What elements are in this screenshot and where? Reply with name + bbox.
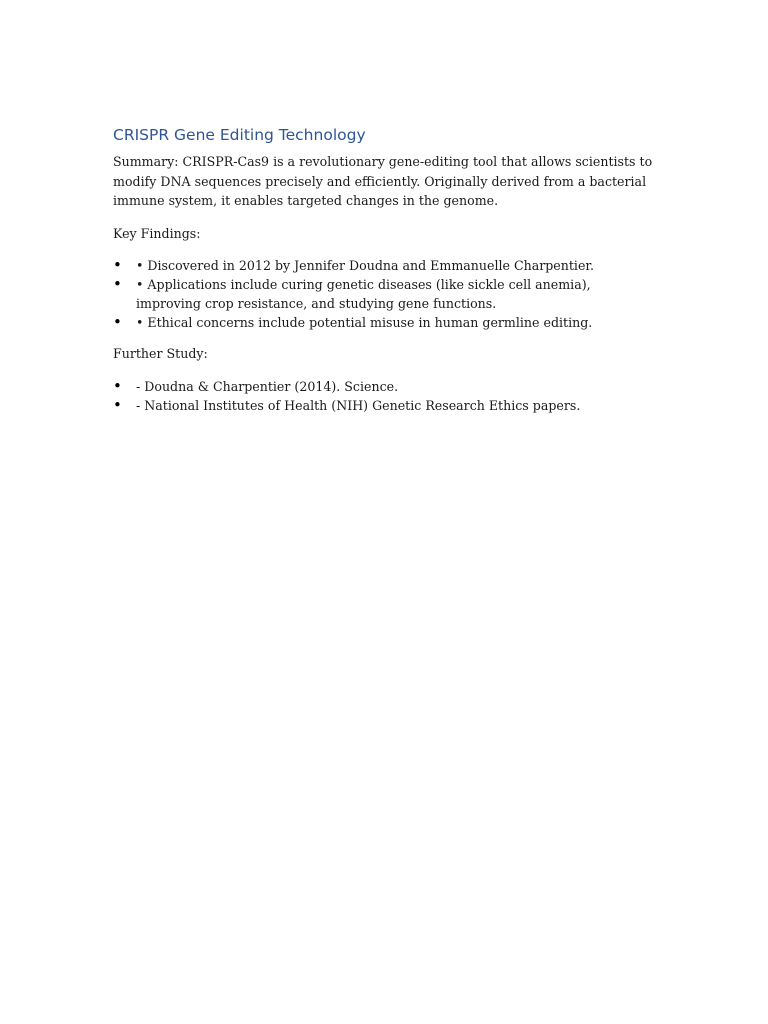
list-item-text: - Doudna & Charpentier (2014). Science.: [136, 378, 399, 394]
list-item-text: - National Institutes of Health (NIH) Genetic Research Ethics papers.: [136, 397, 581, 413]
list-item: [113, 313, 658, 332]
list-item: [113, 275, 658, 313]
list-item: [113, 377, 658, 396]
list-item: [113, 396, 658, 415]
further-study-list: [113, 377, 658, 415]
bullet-dot-icon: •: [113, 376, 122, 395]
list-item-text: • Ethical concerns include potential misuse in human germline editing.: [136, 315, 593, 330]
summary-paragraph: Summary: CRISPR-Cas9 is a revolutionary gene-editing tool that allows scientists to modify DNA sequences precisely and efficiently. Originally derived from a bacterial immune system, it enables targeted changes in the genome.: [113, 154, 653, 208]
list-item-text: • Applications include curing genetic diseases (like sickle cell anemia), improving crop resistance, and studying gene functions.: [136, 277, 591, 311]
bullet-dot-icon: •: [113, 256, 122, 274]
bullet-dot-icon: •: [113, 313, 122, 331]
bullet-dot-icon: •: [113, 275, 122, 293]
further-study-label: Further Study:: [113, 346, 208, 361]
document-body: [113, 124, 658, 427]
list-item-text: • Discovered in 2012 by Jennifer Doudna and Emmanuelle Charpentier.: [136, 258, 595, 273]
list-item: [113, 256, 658, 275]
key-findings-label: Key Findings:: [113, 225, 201, 241]
bullet-dot-icon: •: [113, 395, 122, 414]
key-findings-list: [113, 256, 658, 332]
document-title: CRISPR Gene Editing Technology: [113, 126, 366, 144]
